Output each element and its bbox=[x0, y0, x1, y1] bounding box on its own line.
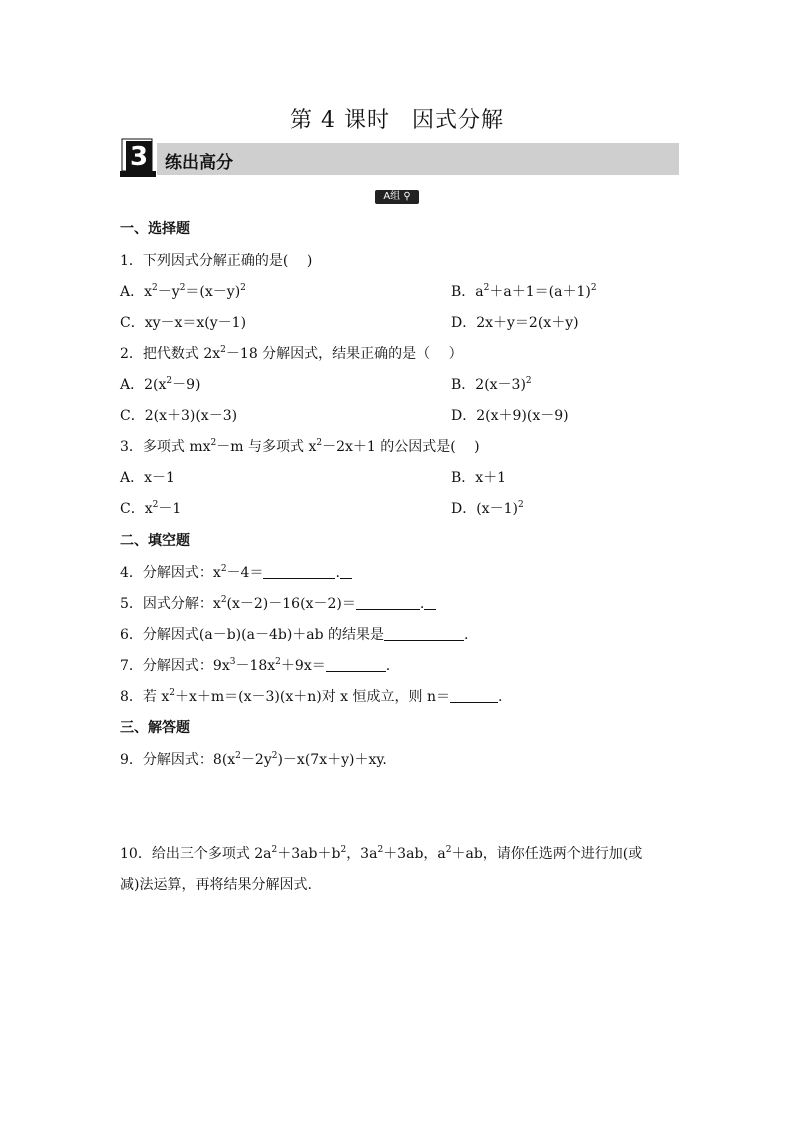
q5: 5．因式分解：$x^2(x-2)-16(x-2)=$ . bbox=[120, 593, 436, 613]
q10-line-2: 减)法运算，再将结果分解因式. bbox=[120, 877, 312, 893]
q3-option-a: A．x－1 bbox=[120, 470, 175, 486]
q3-stem: 3．多项式 $mx^2-m$ 与多项式 $x^2-2x+1$ 的公因式是( ) bbox=[120, 438, 480, 455]
q6: 6．分解因式(a－b)(a－4b)＋ab 的结果是 . bbox=[120, 627, 469, 643]
answer-blank[interactable] bbox=[263, 564, 335, 579]
section-banner bbox=[157, 143, 679, 175]
q1-option-c: C．xy－x＝x(y－1) bbox=[120, 315, 247, 331]
section-heading-fill: 二、填空题 bbox=[120, 533, 190, 549]
topic-label: 因式分解 bbox=[411, 108, 504, 133]
q7: 7．分解因式：$9x^3-18x^2+9x=$ . bbox=[120, 657, 391, 674]
answer-blank[interactable] bbox=[384, 626, 464, 641]
q4: 4．分解因式：$x^2-4=$ . bbox=[120, 562, 352, 582]
q2-option-b: B．$2(x-3)^2$ bbox=[451, 376, 532, 393]
banner-number: 3 bbox=[129, 142, 149, 172]
section-heading-solve: 三、解答题 bbox=[120, 720, 190, 736]
page-title bbox=[0, 103, 794, 134]
answer-blank[interactable] bbox=[356, 595, 420, 610]
q2-option-c: C．2(x＋3)(x－3) bbox=[120, 408, 238, 424]
q10-line-1: 10．给出三个多项式 $2a^2+3ab+b^2$，$3a^2+3ab$，$a^2+ab$，请你任选两个进行加(或 bbox=[120, 845, 643, 862]
group-badge: A组 ⚲ bbox=[375, 190, 419, 204]
q8: 8．若 $x^2+x+m=(x-3)(x+n)$对 x 恒成立，则 n＝ . bbox=[120, 688, 503, 705]
q9: 9．分解因式：$8(x^2-2y^2)-x(7x+y)+xy$. bbox=[120, 751, 387, 768]
section-number-icon bbox=[120, 137, 156, 177]
search-icon: ⚲ bbox=[403, 191, 411, 202]
section-heading-choice: 一、选择题 bbox=[120, 221, 190, 237]
q3-option-c: C．$x^2-1$ bbox=[120, 500, 182, 517]
q1-option-d: D．2x＋y＝2(x＋y) bbox=[451, 315, 579, 331]
q1-option-a: A．$x^2-y^2=(x-y)^2$ bbox=[120, 283, 246, 300]
answer-blank[interactable] bbox=[326, 657, 386, 672]
q1-stem: 1．下列因式分解正确的是( ) bbox=[120, 253, 313, 269]
q3-option-b: B．x＋1 bbox=[451, 470, 507, 486]
q3-option-d: D．$(x-1)^2$ bbox=[451, 500, 524, 517]
q2-stem: 2．把代数式 $2x^2-18$ 分解因式，结果正确的是（ ） bbox=[120, 345, 463, 362]
banner-label: 练出高分 bbox=[165, 153, 233, 173]
q2-option-a: A．$2(x^2-9)$ bbox=[120, 376, 201, 393]
q2-option-d: D．2(x＋9)(x－9) bbox=[451, 408, 569, 424]
lesson-label: 第 4 课时 bbox=[290, 108, 390, 133]
answer-blank[interactable] bbox=[450, 688, 498, 703]
q1-option-b: B．$a^2+a+1=(a+1)^2$ bbox=[451, 283, 597, 300]
